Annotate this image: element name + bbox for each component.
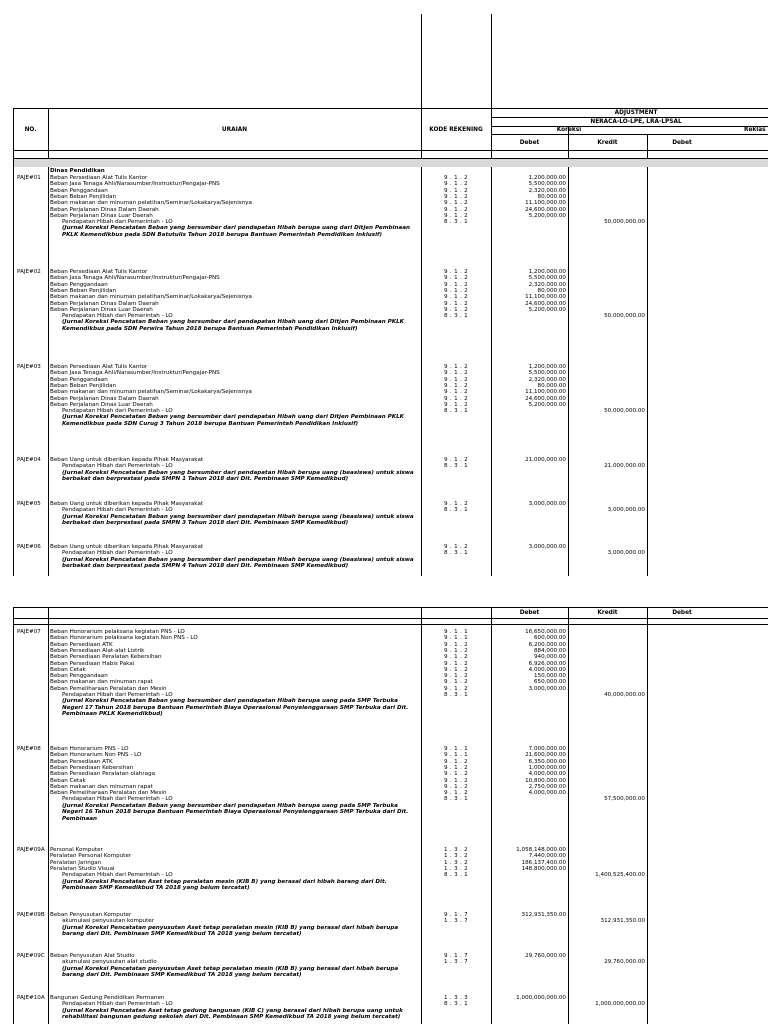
debet-amount: 4,000,000.00	[528, 771, 566, 778]
debet-amount: 3,000,000.00	[528, 501, 566, 507]
grid-line	[421, 14, 422, 576]
debet-amount: 4,000,000.00	[528, 666, 566, 673]
account-name: Beban makanan dan minuman pelatihan/Seminar/Lokakarya/Sejenisnya	[50, 200, 252, 207]
account-name: Personal Komputer	[50, 847, 103, 853]
account-code: 9 . 1 . 2	[444, 175, 469, 181]
account-name: Beban makanan dan minuman rapat	[50, 679, 153, 686]
account-code: 9 . 1 . 2	[444, 685, 469, 692]
debet-amount: 2,750,000.00	[528, 783, 566, 790]
kredit-amount: 57,500,000.00	[604, 796, 645, 803]
account-code: 8 . 3 . 1	[444, 219, 469, 226]
header-adjustment: ADJUSTMENT	[614, 110, 658, 116]
journal-note: (Jurnal Koreksi Pencatatan Beban yang bersumber dari pendapatan Hibah berupa uang dari Ditjen Pembinaan PKLK Kemendikbus pada SDN Batutulis Tahun 2018 berupa Bantuan Pemerintah Pemdidikan Inklusif)	[62, 225, 410, 238]
account-code: 9 . 1 . 2	[444, 306, 469, 313]
account-code: 9 . 1 . 2	[444, 181, 469, 188]
journal-note: (Jurnal Koreksi Pencatatan Beban yang bersumber dari pendapatan Hibah berupa uang pada SMP Terbuka Negeri 17 Tahun 2018 berupa Bantuan Pemerintah Biaya Operasional Penyelenggaraan SMP Terbuka dari Dit. Pembinaan PKLK Kemendikbud)	[62, 698, 409, 718]
entry-number: PAJE#08	[17, 746, 41, 752]
account-name: Beban Cetak	[50, 777, 86, 784]
debet-amount: 148,800,000.00	[521, 865, 566, 872]
debet-amount: 24,600,000.00	[525, 395, 566, 402]
debet-amount: 1,058,148,000.00	[516, 847, 566, 853]
account-name: Beban Persediaan Peralatan Kebersihan	[50, 654, 162, 661]
account-code: 9 . 1 . 7	[444, 912, 469, 918]
header-uraian: URAIAN	[221, 127, 248, 133]
account-code: 9 . 1 . 1	[444, 635, 469, 642]
account-code: 9 . 1 . 2	[444, 660, 469, 667]
account-code: 9 . 1 . 2	[444, 389, 469, 396]
account-name: Bangunan Gedung Pendidikan Permanen	[50, 995, 165, 1001]
debet-amount: 5,500,000.00	[528, 370, 566, 377]
account-name: Pendapatan Hibah dari Pemerintah - LO	[62, 219, 173, 226]
account-name: Beban Perjalanan Dinas Dalam Daerah	[50, 206, 159, 213]
account-name: Beban Persediaan Kebersihan	[50, 764, 134, 771]
grid-line	[48, 607, 49, 1024]
account-code: 9 . 1 . 2	[444, 777, 469, 784]
account-name: Beban Persediaan ATK	[50, 641, 113, 648]
kredit-amount: 21,000,000.00	[604, 463, 645, 470]
kredit-amount: 1,000,000,000.00	[595, 1001, 645, 1008]
account-name: Pendapatan Hibah dari Pemerintah - LO	[62, 692, 173, 698]
header-kode-rekening: KODE REKENING	[429, 127, 483, 133]
header-debet: Debet	[519, 610, 540, 616]
account-name: Pendapatan Hibah dari Pemerintah - LO	[62, 313, 173, 320]
account-code: 1 . 3 . 2	[444, 853, 469, 860]
account-name: Beban Persediaan Peralatan olahraga	[50, 771, 156, 778]
grid-line	[13, 108, 768, 109]
journal-note: (Jurnal Koreksi Pencatatan Beban yang bersumber dari pendapatan Hibah uang dari Ditjen Pembinaan PKLK Kemendikbus pada SDN Perwira Tahun 2018 berupa Bantuan Pemerintah Pendidikan Inklusif)	[62, 319, 404, 332]
account-code: 8 . 3 . 1	[444, 692, 469, 698]
header-reklas: Reklas	[744, 127, 766, 133]
account-code: 9 . 1 . 2	[444, 666, 469, 673]
debet-amount: 5,500,000.00	[528, 275, 566, 282]
grid-line	[647, 134, 648, 576]
account-name: Beban Persediaan Habis Pakai	[50, 660, 135, 667]
account-code: 1 . 3 . 2	[444, 847, 469, 853]
account-code: 9 . 1 . 2	[444, 641, 469, 648]
debet-amount: 7,440,000.00	[528, 853, 566, 860]
debet-amount: 21,000,000.00	[525, 457, 566, 463]
account-name: Beban Penggandaan	[50, 281, 108, 288]
debet-amount: 80,000.00	[537, 193, 566, 200]
debet-amount: 1,000,000.00	[528, 764, 566, 771]
account-code: 9 . 1 . 2	[444, 287, 469, 294]
account-code: 1 . 3 . 2	[444, 865, 469, 872]
account-code: 8 . 3 . 1	[444, 408, 469, 415]
debet-amount: 186,137,400.00	[521, 859, 566, 866]
journal-note: (Jurnal Koreksi Pencatatan Beban yang bersumber dari pendapatan Hibah berupa uang pada SMP Terbuka Negeri 16 Tahun 2018 berupa Bantuan Pemerintah Biaya Operasional Penyelenggaraan SMP Terbuka dari Dit. Pembinaan	[62, 802, 409, 822]
debet-amount: 5,200,000.00	[528, 306, 566, 313]
account-code: 9 . 1 . 2	[444, 395, 469, 402]
grid-line	[491, 14, 492, 576]
account-name: Pendapatan Hibah dari Pemerintah - LO	[62, 1001, 173, 1008]
grid-line	[421, 607, 422, 1024]
account-name: Beban Pemeliharaan Peralatan dan Mesin	[50, 790, 167, 797]
journal-note: (Jurnal Koreksi Pencatatan penyusutan Aset tetap peralatan mesin (KIB B) yang berasal dari hibah berupa barang dari Dit. Pembinaan SMP Kemedikbud TA 2018 yang belum tercatat)	[62, 965, 399, 978]
entry-number: PAJE#06	[17, 544, 41, 550]
grid-line	[13, 108, 14, 576]
account-name: Beban Persediaan Alat Tulis Kantor	[50, 175, 148, 181]
entry-number: PAJE#05	[17, 501, 41, 507]
account-code: 8 . 3 . 1	[444, 1001, 469, 1008]
account-name: Beban Cetak	[50, 666, 86, 673]
debet-amount: 150,000.00	[533, 673, 566, 680]
account-code: 9 . 1 . 2	[444, 401, 469, 408]
account-code: 9 . 1 . 7	[444, 953, 469, 959]
kredit-amount: 3,000,000.00	[607, 507, 645, 514]
debet-amount: 884,000.00	[533, 647, 566, 654]
account-code: 9 . 1 . 2	[444, 376, 469, 383]
debet-amount: 11,100,000.00	[525, 389, 566, 396]
account-name: Pendapatan Hibah dari Pemerintah - LO	[62, 550, 173, 557]
account-code: 9 . 1 . 2	[444, 294, 469, 301]
debet-amount: 29,760,000.00	[525, 953, 566, 959]
debet-amount: 2,320,000.00	[528, 187, 566, 194]
kredit-amount: 29,760,000.00	[604, 959, 645, 966]
debet-amount: 24,600,000.00	[525, 300, 566, 307]
account-code: 9 . 1 . 2	[444, 654, 469, 661]
debet-amount: 2,320,000.00	[528, 376, 566, 383]
header-koreksi: Koreksi	[556, 127, 582, 133]
account-name: Beban Perjalanan Dinas Dalam Daerah	[50, 395, 159, 402]
debet-amount: 2,320,000.00	[528, 281, 566, 288]
entry-number: PAJE#09B	[17, 912, 45, 918]
account-code: 8 . 3 . 1	[444, 796, 469, 803]
header-debet: Debet	[519, 140, 540, 146]
debet-amount: 16,650,000.00	[525, 629, 566, 635]
debet-amount: 4,000,000.00	[528, 790, 566, 797]
debet-amount: 312,931,350.00	[521, 912, 566, 918]
account-name: Beban Jasa Tenaga Ahli/Narasumber/Instruktur/Pengajar-PNS	[50, 181, 220, 188]
grid-line	[491, 134, 768, 135]
account-name: Beban makanan dan minuman pelatihan/Seminar/Lokakarya/Sejenisnya	[50, 389, 252, 396]
account-name: Peralatan Studio Visual	[50, 865, 115, 872]
debet-amount: 21,600,000.00	[525, 752, 566, 759]
grid-line	[647, 607, 648, 1024]
grid-line	[568, 126, 569, 576]
account-code: 9 . 1 . 2	[444, 758, 469, 765]
account-code: 8 . 3 . 1	[444, 507, 469, 514]
account-name: Beban Persediaan Alat-alat Listrik	[50, 647, 145, 654]
account-code: 9 . 1 . 2	[444, 275, 469, 282]
account-code: 9 . 1 . 2	[444, 544, 469, 550]
grid-line	[13, 624, 768, 625]
debet-amount: 650,000.00	[533, 679, 566, 686]
debet-amount: 5,200,000.00	[528, 212, 566, 219]
debet-amount: 3,000,000.00	[528, 685, 566, 692]
account-name: Beban Jasa Tenaga Ahli/Narasumber/Instruktur/Pengajar-PNS	[50, 370, 220, 377]
account-code: 9 . 1 . 2	[444, 300, 469, 307]
section-shade	[14, 159, 768, 167]
entry-number: PAJE#09C	[17, 953, 45, 959]
account-code: 9 . 1 . 2	[444, 382, 469, 389]
account-code: 9 . 1 . 2	[444, 187, 469, 194]
debet-amount: 80,000.00	[537, 287, 566, 294]
entry-number: PAJE#04	[17, 457, 41, 463]
account-name: Beban Pemeliharaan Peralatan dan Mesin	[50, 685, 167, 692]
header-no: NO.	[24, 127, 37, 133]
account-name: Beban Penggandaan	[50, 376, 108, 383]
account-name: Beban Perjalanan Dinas Dalam Daerah	[50, 300, 159, 307]
journal-note: (Jurnal Koreksi Pencatatan Beban yang bersumber dari pendapatan Hibah berupa uang (beasiswa) untuk siswa berbakat dan berprestasi pada SMPN 3 Tahun 2018 dari Dit. Pembinaan SMP Kemedikbud)	[62, 513, 414, 526]
debet-amount: 1,200,000.00	[528, 269, 566, 275]
debet-amount: 6,926,000.00	[528, 660, 566, 667]
journal-note: (Jurnal Koreksi Pencatatan Aset tetap gedung bangunan (KIB C) yang berasal dari hibah berupa uang untuk rehabilitasi bangunan gedung sekolah dari Dit. Pembinaan SMP Kemedikbud TA 2018 yang belum tercatat)	[62, 1007, 403, 1020]
account-code: 9 . 1 . 2	[444, 647, 469, 654]
account-code: 8 . 3 . 1	[444, 550, 469, 557]
debet-amount: 600,000.00	[533, 635, 566, 642]
account-name: Beban Beban Penjilidan	[50, 382, 117, 389]
debet-amount: 1,200,000.00	[528, 175, 566, 181]
debet-amount: 11,100,000.00	[525, 200, 566, 207]
account-code: 8 . 3 . 1	[444, 313, 469, 320]
account-name: Beban Uang untuk diberikan kepada Pihak Masyarakat	[50, 544, 204, 550]
account-name: Beban Honorarium PNS - LO	[50, 746, 129, 752]
account-name: Beban Honorarium Non PNS - LO	[50, 752, 142, 759]
account-code: 9 . 1 . 2	[444, 764, 469, 771]
account-code: 9 . 1 . 2	[444, 281, 469, 288]
account-name: Pendapatan Hibah dari Pemerintah - LO	[62, 507, 173, 514]
header-kredit: Kredit	[597, 610, 618, 616]
account-name: Beban Persediaan ATK	[50, 758, 113, 765]
account-code: 9 . 1 . 2	[444, 673, 469, 680]
account-name: Beban Honorarium pelaksana kegiatan Non PNS - LO	[50, 635, 198, 642]
account-code: 9 . 1 . 2	[444, 193, 469, 200]
section-title: Dinas Pendidikan	[50, 168, 105, 174]
account-name: Pendapatan Hibah dari Pemerintah - LO	[62, 463, 173, 470]
grid-line	[48, 108, 49, 576]
grid-line	[13, 150, 768, 151]
account-code: 9 . 1 . 2	[444, 501, 469, 507]
entry-number: PAJE#07	[17, 629, 41, 635]
account-name: Beban Persediaan Alat Tulis Kantor	[50, 269, 148, 275]
account-code: 1 . 3 . 7	[444, 959, 469, 966]
account-code: 9 . 1 . 2	[444, 771, 469, 778]
account-name: akumulasi penyusutan komputer	[62, 918, 155, 925]
grid-line	[13, 607, 768, 608]
entry-number: PAJE#01	[17, 175, 41, 181]
debet-amount: 1,000,000,000.00	[516, 995, 566, 1001]
account-name: Beban Penggandaan	[50, 187, 108, 194]
account-name: Beban Jasa Tenaga Ahli/Narasumber/Instruktur/Pengajar-PNS	[50, 275, 220, 282]
debet-amount: 24,600,000.00	[525, 206, 566, 213]
account-code: 9 . 1 . 2	[444, 790, 469, 797]
header-debet-reklas: Debet	[672, 140, 692, 146]
account-name: Peralatan Personal Komputer	[50, 853, 132, 860]
journal-note: (Jurnal Koreksi Pencatatan Beban yang bersumber dari pendapatan Hibah uang dari Ditjen Pembinaan PKLK Kemendikbus pada SDN Curug 3 Tahun 2018 berupa Bantuan Pemerintah Pendidikan Inklusif)	[62, 414, 404, 427]
debet-amount: 5,200,000.00	[528, 401, 566, 408]
account-code: 8 . 3 . 1	[444, 463, 469, 470]
account-name: Beban makanan dan minuman pelatihan/Seminar/Lokakarya/Sejenisnya	[50, 294, 252, 301]
account-code: 1 . 3 . 2	[444, 859, 469, 866]
kredit-amount: 1,400,525,400.00	[595, 872, 645, 879]
debet-amount: 11,100,000.00	[525, 294, 566, 301]
kredit-amount: 50,000,000.00	[604, 219, 645, 226]
account-name: Beban Beban Penjilidan	[50, 287, 117, 294]
header-neraca: NERACA-LO-LPE, LRA-LPSAL	[590, 119, 682, 125]
account-name: Beban Uang untuk diberikan kepada Pihak Masyarakat	[50, 501, 204, 507]
account-name: Beban Perjalanan Dinas Luar Daerah	[50, 212, 153, 219]
debet-amount: 6,200,000.00	[528, 641, 566, 648]
account-name: Beban makanan dan minuman rapat	[50, 783, 153, 790]
debet-amount: 5,500,000.00	[528, 181, 566, 188]
grid-line	[568, 607, 569, 1024]
account-name: Pendapatan Hibah dari Pemerintah - LO	[62, 796, 173, 803]
account-code: 9 . 1 . 1	[444, 746, 469, 752]
account-name: Pendapatan Hibah dari Pemerintah - LO	[62, 408, 173, 415]
account-name: Beban Penggandaan	[50, 673, 108, 680]
account-name: Beban Beban Penjilidan	[50, 193, 117, 200]
account-code: 9 . 1 . 2	[444, 370, 469, 377]
kredit-amount: 50,000,000.00	[604, 408, 645, 415]
account-code: 9 . 1 . 2	[444, 212, 469, 219]
entry-number: PAJE#10A	[17, 995, 45, 1001]
account-code: 9 . 1 . 2	[444, 457, 469, 463]
account-code: 8 . 3 . 1	[444, 872, 469, 879]
entry-number: PAJE#09A	[17, 847, 45, 853]
debet-amount: 80,000.00	[537, 382, 566, 389]
journal-note: (Jurnal Koreksi Pencatatan penyusutan Aset tetap peralatan mesin (KIB B) yang berasal dari hibah berupa barang dari Dit. Pembinaan SMP Kemedikbud TA 2018 yang belum tercatat)	[62, 924, 399, 937]
account-code: 9 . 1 . 1	[444, 629, 469, 635]
journal-note: (Jurnal Koreksi Pencatatan Beban yang bersumber dari pendapatan Hibah berupa uang (beasiswa) untuk siswa berbakat dan berprestasi pada SMPN 4 Tahun 2018 dari Dit. Pembinaan SMP Kemedikbud)	[62, 556, 414, 569]
account-name: Pendapatan Hibah dari Pemerintah - LO	[62, 872, 173, 879]
grid-line	[491, 117, 768, 118]
account-name: Beban Perjalanan Dinas Luar Daerah	[50, 306, 153, 313]
account-code: 9 . 1 . 2	[444, 206, 469, 213]
debet-amount: 7,000,000.00	[528, 746, 566, 752]
account-code: 1 . 3 . 7	[444, 918, 469, 925]
entry-number: PAJE#02	[17, 269, 41, 275]
account-name: Beban Persediaan Alat Tulis Kantor	[50, 364, 148, 370]
debet-amount: 3,000,000.00	[528, 544, 566, 550]
account-code: 9 . 1 . 2	[444, 269, 469, 275]
kredit-amount: 40,000,000.00	[604, 692, 645, 698]
account-name: Beban Honorarium pelaksana kegiatan PNS - LO	[50, 629, 185, 635]
journal-note: (Jurnal Koreksi Pencatatan Aset tetap peralatan mesin (KIB B) yang berasal dari hibah barang dari Dit. Pembinaan SMP Kemedikbud TA 2018 yang belum tercatat)	[62, 878, 387, 891]
account-name: Peralatan Jaringan	[50, 859, 102, 866]
header-kredit: Kredit	[597, 140, 618, 146]
debet-amount: 10,800,000.00	[525, 777, 566, 784]
account-code: 9 . 1 . 1	[444, 752, 469, 759]
account-name: akumulasi penyusutan alat studio	[62, 959, 157, 966]
account-name: Beban Perjalanan Dinas Luar Daerah	[50, 401, 153, 408]
debet-amount: 1,200,000.00	[528, 364, 566, 370]
debet-amount: 940,000.00	[533, 654, 566, 661]
grid-line	[491, 607, 492, 1024]
kredit-amount: 3,000,000.00	[607, 550, 645, 557]
kredit-amount: 312,931,350.00	[600, 918, 645, 925]
account-name: Beban Uang untuk diberikan kepada Pihak Masyarakat	[50, 457, 204, 463]
journal-note: (Jurnal Koreksi Pencatatan Beban yang bersumber dari pendapatan Hibah berupa uang (beasiswa) untuk siswa berbakat dan berprestasi pada SMPN 1 Tahun 2018 dari Dit. Pembinaan SMP Kemedikbud)	[62, 469, 414, 482]
account-code: 1 . 3 . 3	[444, 995, 469, 1001]
account-name: Beban Penyusutan Komputer	[50, 912, 132, 918]
header-debet-reklas: Debet	[672, 610, 692, 616]
account-code: 9 . 1 . 2	[444, 783, 469, 790]
kredit-amount: 50,000,000.00	[604, 313, 645, 320]
account-code: 9 . 1 . 2	[444, 364, 469, 370]
account-code: 9 . 1 . 2	[444, 679, 469, 686]
grid-line	[13, 607, 14, 1024]
entry-number: PAJE#03	[17, 364, 41, 370]
debet-amount: 6,350,000.00	[528, 758, 566, 765]
grid-line	[13, 618, 768, 619]
account-code: 9 . 1 . 2	[444, 200, 469, 207]
account-name: Beban Penyusutan Alat Studio	[50, 953, 135, 959]
